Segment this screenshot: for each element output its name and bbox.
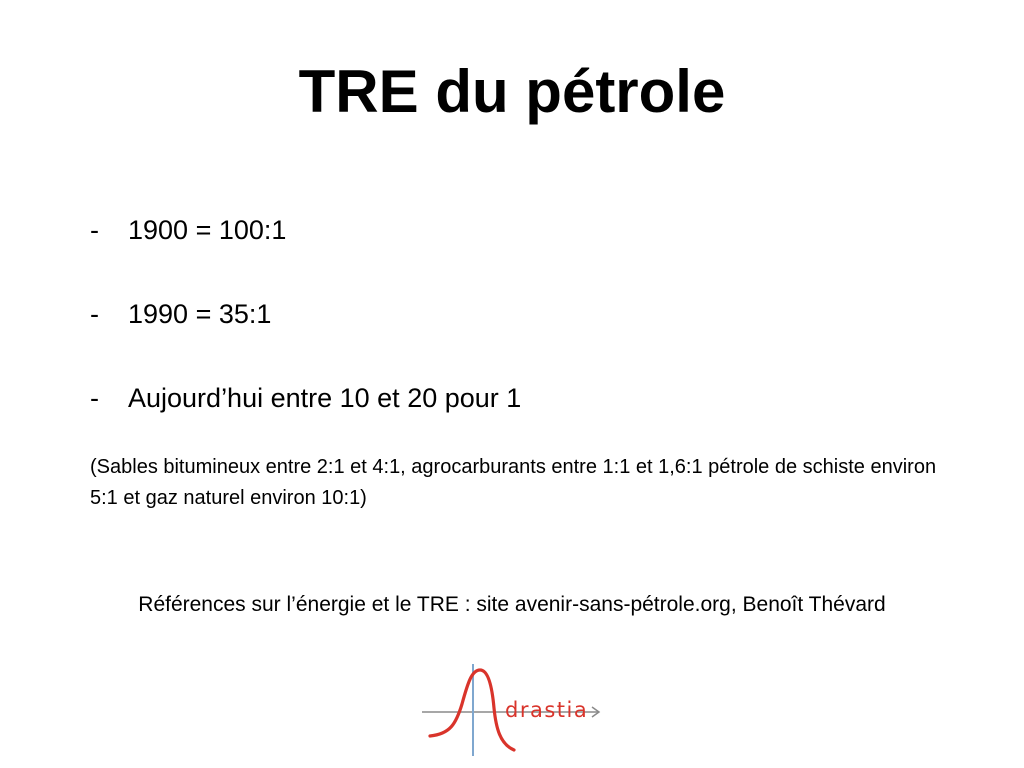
bullet-text: Aujourd’hui entre 10 et 20 pour 1 bbox=[128, 383, 522, 413]
references-line: Références sur l’énergie et le TRE : site avenir-sans-pétrole.org, Benoît Thévard bbox=[138, 593, 886, 616]
bullet-text: 1900 = 100:1 bbox=[128, 215, 287, 245]
logo-text: drastia bbox=[505, 698, 589, 722]
bullet-marker: - bbox=[90, 299, 99, 329]
bullet-list bbox=[90, 207, 521, 459]
bullet-marker: - bbox=[90, 215, 99, 245]
ratios-note: (Sables bitumineux entre 2:1 et 4:1, agrocarburants entre 1:1 et 1,6:1 pétrole de schiste environ 5:1 et gaz naturel environ 10:1) bbox=[90, 456, 937, 509]
adrastia-logo bbox=[422, 660, 608, 756]
bullet-item-1990 bbox=[90, 291, 521, 337]
bullet-item-1900 bbox=[90, 207, 521, 253]
bullet-text: 1990 = 35:1 bbox=[128, 299, 272, 329]
bullet-item-today bbox=[90, 375, 521, 421]
slide-title: TRE du pétrole bbox=[298, 58, 726, 125]
bullet-marker: - bbox=[90, 383, 99, 413]
